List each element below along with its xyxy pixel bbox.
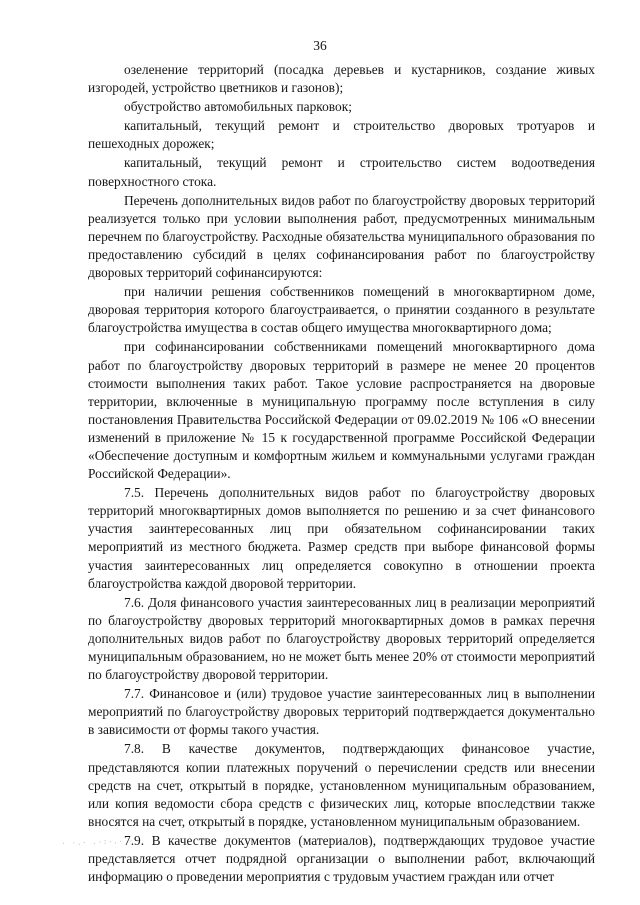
paragraph: Перечень дополнительных видов работ по благоустройству дворовых территорий реализуется только при условии выполнения работ, предусмотренных минимальным перечнем по благоустройству. Расходные обязательства муниципального образования по предоставлению субсидий в целях софинансирования работ по благоустройству дворовых территорий софинансируются: [88, 192, 595, 281]
paragraph: капитальный, текущий ремонт и строительство систем водоотведения поверхностного стока. [88, 155, 595, 189]
scan-stamp-mark: · ·.· .·:·.· · [61, 837, 135, 849]
paragraph-7-5: 7.5. Перечень дополнительных видов работ по благоустройству дворовых территорий многоквартирных домов выполняется по решению и за счет финансового участия заинтересованных лиц при обязательном софинансировании таких мероприятий из местного бюджета. Размер средств при выборе финансовой формы участия заинтересованных лиц определяется совокупно в отношении проекта благоустройства каждой дворовой территории. [88, 485, 595, 591]
paragraph-7-6: 7.6. Доля финансового участия заинтересованных лиц в реализации мероприятий по благоустройству дворовых территорий многоквартирных домов в рамках перечня дополнительных видов работ по благоустройству дворовых территорий определяется муниципальным образованием, но не может быть менее 20% от стоимости мероприятий по благоустройству дворовой территории. [88, 594, 595, 683]
paragraph: капитальный, текущий ремонт и строительство дворовых тротуаров и пешеходных дорожек; [88, 118, 595, 152]
page-number: 36 [313, 38, 327, 53]
document-body [88, 61, 595, 887]
paragraph: при софинансировании собственниками помещений многоквартирного дома работ по благоустройству дворовых территорий в размере не менее 20 процентов стоимости выполнения таких работ. Такое условие распространяется на дворовые территории, включенные в муниципальную программу после вступления в силу постановления Правительства Российской Федерации от 09.02.2019 № 106 «О внесении изменений в приложение № 15 к государственной программе Российской Федерации «Обеспечение доступным и комфортным жильем и коммунальными услугами граждан Российской Федерации». [88, 339, 595, 482]
paragraph: обустройство автомобильных парковок; [124, 99, 352, 115]
paragraph: озеленение территорий (посадка деревьев и кустарников, создание живых изгородей, устройство цветников и газонов); [88, 62, 595, 96]
paragraph-7-8: 7.8. В качестве документов, подтверждающих финансовое участие, представляются копии платежных поручений о перечислении средств или внесении средств на счет, открытый в порядке, установленном муниципальным образованием, или копия ведомости сбора средств с физических лиц, которые впоследствии также вносятся на счет, открытый в порядке, установленном муниципальным образованием. [88, 741, 595, 829]
paragraph-7-7: 7.7. Финансовое и (или) трудовое участие заинтересованных лиц в выполнении мероприятий по благоустройству дворовых территорий подтверждается документально в зависимости от формы такого участия. [88, 686, 595, 738]
paragraph: при наличии решения собственников помещений в многоквартирном доме, дворовая территория которого благоустраивается, о принятии созданного в результате благоустройства имущества в состав общего имущества многоквартирного дома; [88, 284, 595, 336]
paragraph-7-9: 7.9. В качестве документов (материалов), подтверждающих трудовое участие представляется отчет подрядной организации о выполнении работ, включающий информацию о проведении мероприятия с трудовым участием граждан или отчет [88, 832, 595, 885]
